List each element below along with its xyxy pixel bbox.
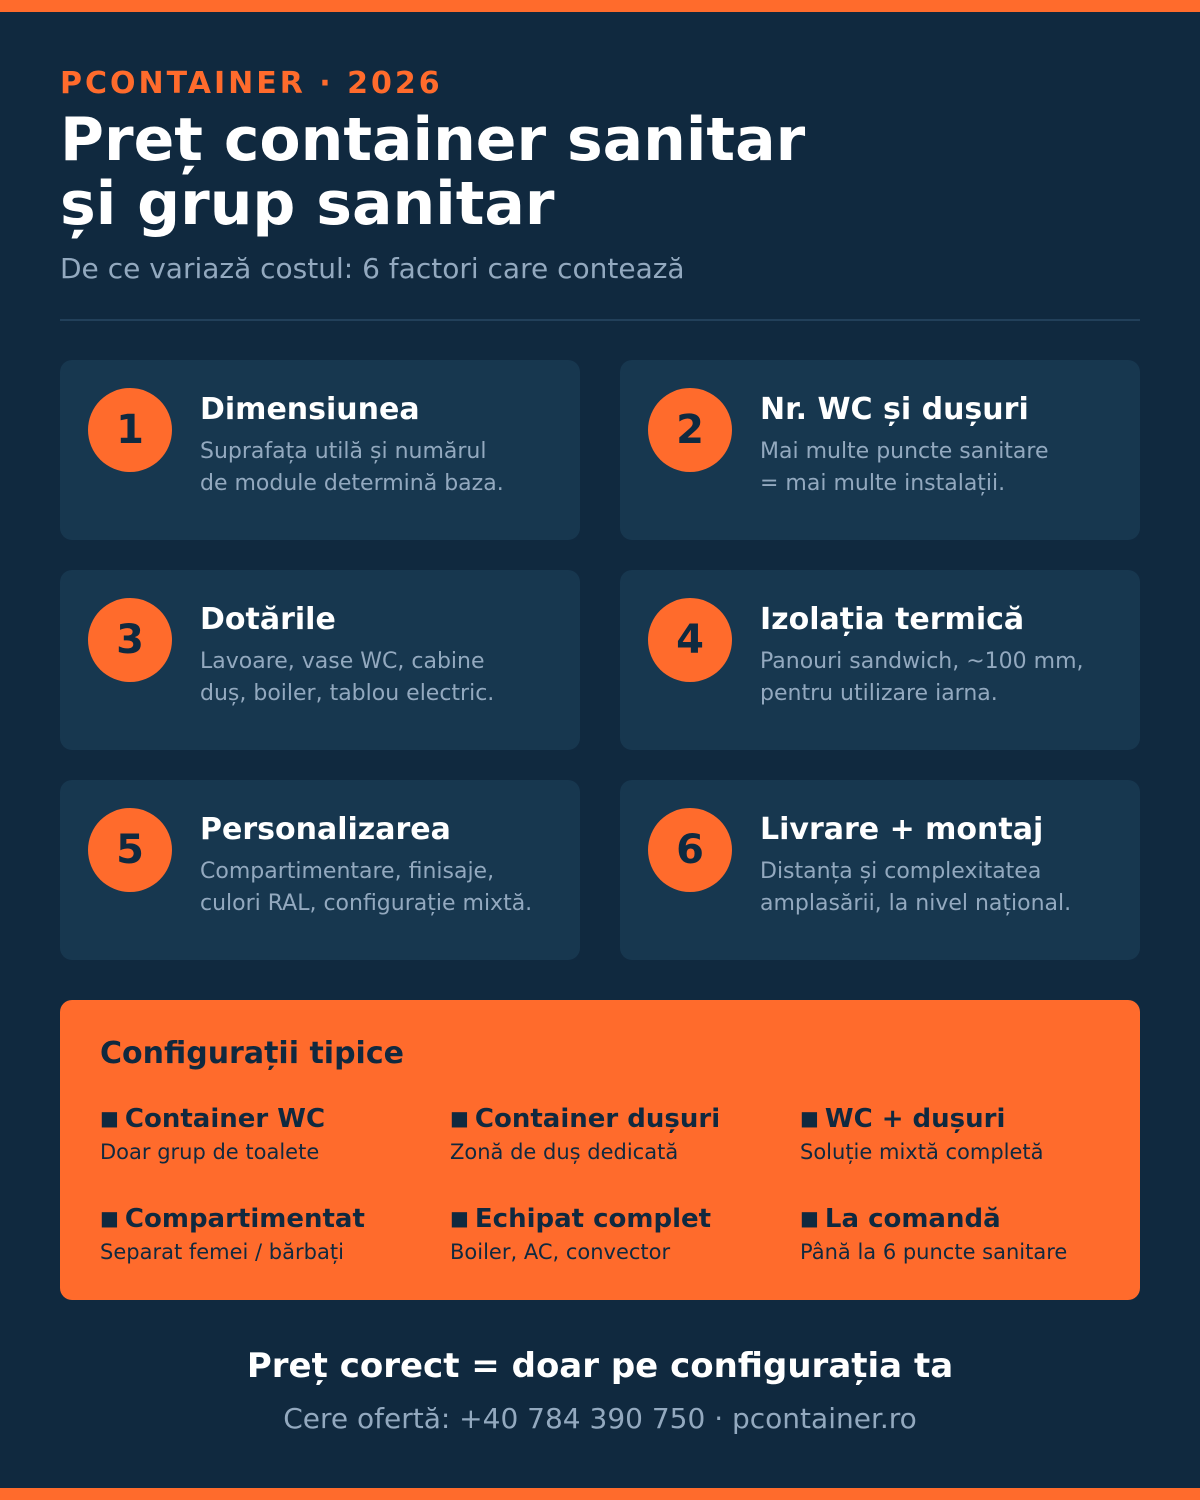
factor-card-5: [60, 780, 580, 960]
footer-headline: Preț corect = doar pe configurația ta: [246, 1346, 954, 1386]
factor-description: [200, 646, 570, 710]
factor-card-6: [620, 780, 1140, 960]
page-title: [60, 105, 806, 239]
factor-card-2: [620, 360, 1140, 540]
factor-description: [760, 436, 1130, 500]
factor-title: Izolația termică: [760, 602, 1025, 637]
factor-description: [760, 856, 1130, 920]
config-item: [450, 1204, 790, 1264]
footer-contact: Cere ofertă: +40 784 390 750 · pcontainer.ro: [283, 1402, 917, 1435]
config-item: [800, 1204, 1140, 1264]
factor-description: [760, 646, 1130, 710]
brand-eyebrow: PCONTAINER · 2026: [60, 66, 443, 101]
config-description: Până la 6 puncte sanitare: [800, 1240, 1068, 1264]
factor-description-line: = mai multe instalații.: [760, 471, 1006, 496]
config-item: [800, 1104, 1140, 1164]
square-bullet-icon: ■: [800, 1106, 819, 1130]
factor-title: Dimensiunea: [200, 392, 420, 427]
config-item: [450, 1104, 790, 1164]
factor-title: Nr. WC și dușuri: [760, 392, 1029, 427]
square-bullet-icon: ■: [100, 1206, 119, 1230]
factor-number-badge: 4: [648, 598, 732, 682]
factor-number-badge: 6: [648, 808, 732, 892]
factor-card-4: [620, 570, 1140, 750]
config-name: Container WC: [124, 1104, 326, 1134]
config-item: [100, 1104, 440, 1164]
config-name: Container dușuri: [474, 1104, 721, 1134]
square-bullet-icon: ■: [100, 1106, 119, 1130]
square-bullet-icon: ■: [450, 1206, 469, 1230]
factor-title: Dotările: [200, 602, 336, 637]
config-description: Zonă de duș dedicată: [450, 1140, 679, 1164]
factor-number-badge: 2: [648, 388, 732, 472]
factor-title: Personalizarea: [200, 812, 451, 847]
config-description: Boiler, AC, convector: [450, 1240, 671, 1264]
top-accent-bar: [0, 0, 1200, 12]
page-title-line-1: Preț container sanitar: [60, 105, 806, 175]
config-item: [100, 1204, 440, 1264]
page-subtitle: De ce variază costul: 6 factori care contează: [60, 252, 685, 285]
factor-description-line: Compartimentare, finisaje,: [200, 859, 495, 884]
factor-description-line: pentru utilizare iarna.: [760, 681, 998, 706]
factor-description: [200, 436, 570, 500]
factor-title: Livrare + montaj: [760, 812, 1044, 847]
factor-description-line: de module determină baza.: [200, 471, 504, 496]
factor-description-line: Panouri sandwich, ~100 mm,: [760, 649, 1084, 674]
square-bullet-icon: ■: [800, 1206, 819, 1230]
factor-description-line: Suprafața utilă și numărul: [200, 439, 487, 464]
config-name: La comandă: [824, 1204, 1001, 1234]
factor-description-line: duș, boiler, tablou electric.: [200, 681, 495, 706]
config-description: Soluție mixtă completă: [800, 1140, 1044, 1164]
factor-number-badge: 1: [88, 388, 172, 472]
factor-number-badge: 5: [88, 808, 172, 892]
factor-card-1: [60, 360, 580, 540]
square-bullet-icon: ■: [450, 1106, 469, 1130]
bottom-accent-bar: [0, 1488, 1200, 1500]
typical-configurations-panel: [60, 1000, 1140, 1300]
factor-description-line: Mai multe puncte sanitare: [760, 439, 1049, 464]
factor-description-line: Lavoare, vase WC, cabine: [200, 649, 485, 674]
config-name: Echipat complet: [474, 1204, 712, 1234]
factor-card-3: [60, 570, 580, 750]
config-name: WC + dușuri: [824, 1104, 1006, 1134]
config-description: Separat femei / bărbați: [100, 1240, 344, 1264]
config-description: Doar grup de toalete: [100, 1140, 320, 1164]
factor-description-line: Distanța și complexitatea: [760, 859, 1042, 884]
factor-number-badge: 3: [88, 598, 172, 682]
factor-description-line: amplasării, la nivel național.: [760, 891, 1072, 916]
config-name: Compartimentat: [124, 1204, 365, 1234]
page-title-line-2: și grup sanitar: [60, 169, 555, 239]
configurations-title: Configurații tipice: [100, 1036, 404, 1071]
factor-description: [200, 856, 570, 920]
factor-description-line: culori RAL, configurație mixtă.: [200, 891, 533, 916]
header-divider: [60, 319, 1140, 321]
